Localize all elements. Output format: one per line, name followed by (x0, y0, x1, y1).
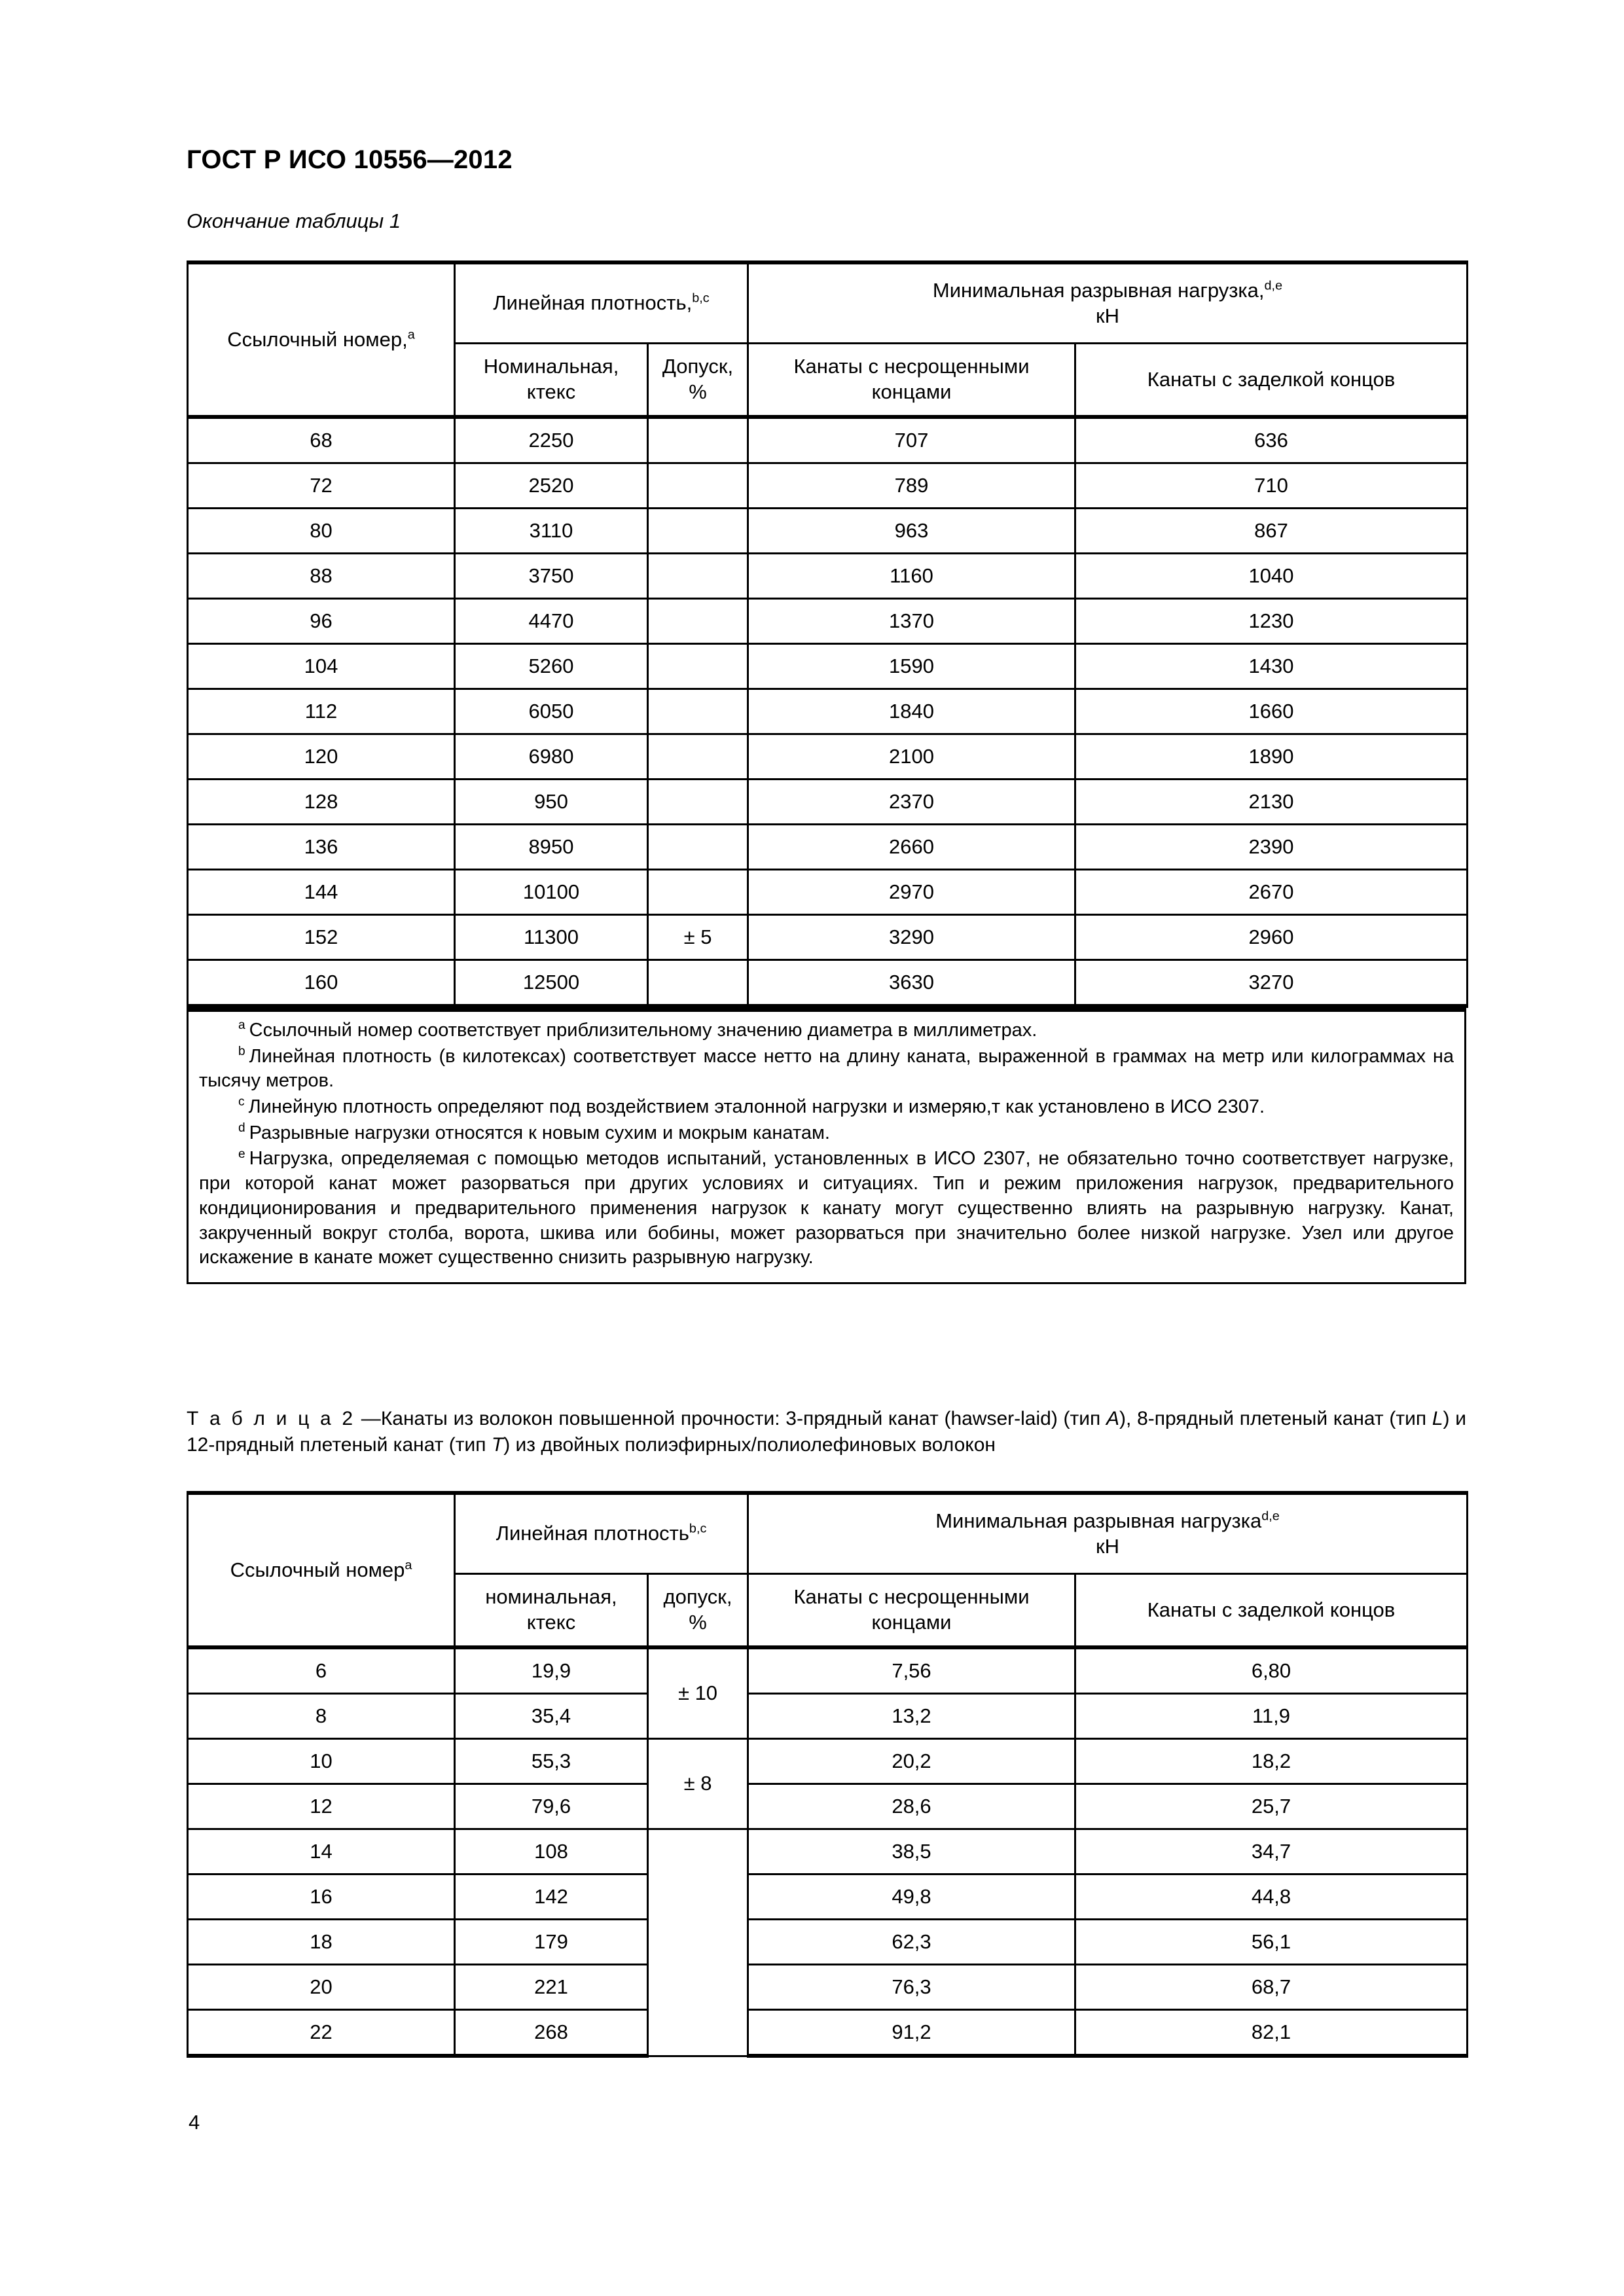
page-number: 4 (189, 2111, 200, 2134)
table1-cell-unspliced: 2370 (748, 780, 1075, 825)
table1-body (188, 417, 1468, 1006)
table2-col-min-breaking-load-label: Минимальная разрывная нагрузка (935, 1509, 1262, 1532)
table2-cell-reference-number: 20 (188, 1965, 455, 2010)
table1-col-nominal (455, 344, 648, 418)
footnote-ref-a: a (407, 327, 415, 342)
table2-cell-spliced: 68,7 (1075, 1965, 1468, 2010)
table1-cell-nominal: 2250 (455, 417, 648, 463)
table2-col-spliced-label: Канаты с заделкой концов (1147, 1598, 1396, 1621)
table-row (188, 644, 1468, 689)
table2-cell-tolerance: ± 10 (648, 1647, 748, 1739)
table-row (188, 1874, 1468, 1920)
footnote-ref-bc: b,c (689, 1521, 707, 1536)
table1-cell-nominal: 12500 (455, 960, 648, 1007)
table2-cell-spliced: 44,8 (1075, 1874, 1468, 1920)
table2-cell-reference-number: 6 (188, 1647, 455, 1694)
table1-cell-nominal: 10100 (455, 870, 648, 915)
table2-cell-nominal: 221 (455, 1965, 648, 2010)
table1-cell-spliced: 1430 (1075, 644, 1468, 689)
table2-cell-unspliced: 13,2 (748, 1694, 1075, 1739)
table1-cell-tolerance (648, 689, 748, 734)
table-row (188, 2010, 1468, 2056)
table2-caption-part1: Канаты из волокон повышенной прочности: 3-прядный канат (hawser-laid) (тип (380, 1408, 1107, 1429)
footnote-ref-de: d,e (1261, 1509, 1280, 1524)
table2-col-linear-density (455, 1493, 748, 1574)
table1-cell-reference-number: 96 (188, 599, 455, 644)
footnote-ref-bc: b,c (692, 291, 710, 306)
table1-cell-unspliced: 1590 (748, 644, 1075, 689)
table2-col-unspliced (748, 1574, 1075, 1648)
table1-col-unspliced-label-2: концами (871, 380, 952, 403)
table2-cell-spliced: 82,1 (1075, 2010, 1468, 2056)
table2-body (188, 1647, 1468, 2056)
table1-cell-unspliced: 1840 (748, 689, 1075, 734)
table1-cell-tolerance (648, 599, 748, 644)
table2-cell-nominal: 179 (455, 1920, 648, 1965)
table1-cell-reference-number: 88 (188, 554, 455, 599)
table2-cell-nominal: 79,6 (455, 1784, 648, 1829)
table1-cell-tolerance (648, 734, 748, 780)
table2-cell-unspliced: 62,3 (748, 1920, 1075, 1965)
table1-cell-reference-number: 144 (188, 870, 455, 915)
footnote-marker-d: d (238, 1121, 245, 1136)
table2-col-min-breaking-load-unit: кН (1096, 1534, 1119, 1558)
footnote-text-d: Разрывные нагрузки относятся к новым сухим и мокрым канатам. (249, 1122, 830, 1143)
table2-caption-type-t: T (491, 1433, 504, 1456)
table-row (188, 417, 1468, 463)
table-row (188, 509, 1468, 554)
table1-header-row-1 (188, 262, 1468, 344)
table1-cell-reference-number: 68 (188, 417, 455, 463)
table-row (188, 1647, 1468, 1694)
table1-col-nominal-label: Номинальная, (483, 355, 619, 378)
table1-cell-nominal: 6050 (455, 689, 648, 734)
table1-cell-tolerance (648, 644, 748, 689)
table1-col-min-breaking-load-label: Минимальная разрывная нагрузка, (932, 278, 1265, 302)
table2-col-unspliced-label: Канаты с несрощенными (793, 1585, 1030, 1609)
table2-col-linear-density-label: Линейная плотность (496, 1522, 689, 1545)
table1-cell-unspliced: 3290 (748, 915, 1075, 960)
table-row (188, 1965, 1468, 2010)
table2-cell-spliced: 18,2 (1075, 1739, 1468, 1784)
table1-header (188, 262, 1468, 417)
table1-col-spliced (1075, 344, 1468, 418)
table2-col-tolerance-unit: % (689, 1611, 707, 1634)
table-row (188, 1784, 1468, 1829)
table2-header (188, 1493, 1468, 1647)
table2-cell-unspliced: 91,2 (748, 2010, 1075, 2056)
table1-cell-unspliced: 3630 (748, 960, 1075, 1007)
table1-cell-unspliced: 707 (748, 417, 1075, 463)
table1-cell-reference-number: 104 (188, 644, 455, 689)
table1-footnotes (187, 1008, 1466, 1284)
table2-cell-reference-number: 22 (188, 2010, 455, 2056)
table2-cell-nominal: 108 (455, 1829, 648, 1874)
footnote-ref-de: d,e (1264, 278, 1283, 293)
table2-cell-nominal: 19,9 (455, 1647, 648, 1694)
table2-caption (187, 1406, 1466, 1458)
footnote-b (199, 1045, 1454, 1094)
table-row (188, 915, 1468, 960)
footnote-e (199, 1147, 1454, 1270)
table1-cell-spliced: 1660 (1075, 689, 1468, 734)
table1-col-spliced-label: Канаты с заделкой концов (1147, 367, 1396, 391)
table1-cell-spliced: 867 (1075, 509, 1468, 554)
table-row (188, 689, 1468, 734)
table1-cell-reference-number: 152 (188, 915, 455, 960)
table-row (188, 734, 1468, 780)
table1-cell-tolerance (648, 463, 748, 509)
table2-col-reference-number (188, 1493, 455, 1647)
table1-cell-spliced: 2390 (1075, 825, 1468, 870)
table2-caption-part4: ) из двойных полиэфирных/полиолефиновых волокон (503, 1433, 996, 1456)
table2-col-nominal-label: номинальная, (485, 1585, 617, 1609)
table1-cell-nominal: 8950 (455, 825, 648, 870)
table1-cell-reference-number: 128 (188, 780, 455, 825)
table1-cell-reference-number: 160 (188, 960, 455, 1007)
table-row (188, 554, 1468, 599)
table1-cell-tolerance: ± 5 (648, 915, 748, 960)
table2-cell-reference-number: 16 (188, 1874, 455, 1920)
table1-cell-nominal: 6980 (455, 734, 648, 780)
table1-cell-tolerance (648, 780, 748, 825)
table1-col-nominal-unit: ктекс (526, 380, 576, 403)
footnote-marker-c: c (238, 1095, 245, 1109)
table1-cell-unspliced: 2660 (748, 825, 1075, 870)
table2-cell-spliced: 34,7 (1075, 1829, 1468, 1874)
table2-caption-part2: ), 8-прядный плетеный канат (тип (1119, 1408, 1432, 1429)
footnote-marker-a: a (238, 1018, 245, 1033)
page-title: ГОСТ Р ИСО 10556—2012 (187, 145, 513, 174)
table1-cell-tolerance (648, 825, 748, 870)
table2-cell-unspliced: 49,8 (748, 1874, 1075, 1920)
table-row (188, 599, 1468, 644)
table2-col-reference-number-label: Ссылочный номер (230, 1558, 405, 1581)
table2-cell-unspliced: 38,5 (748, 1829, 1075, 1874)
table1-cell-spliced: 1040 (1075, 554, 1468, 599)
table2-cell-reference-number: 14 (188, 1829, 455, 1874)
table2-cell-tolerance: ± 8 (648, 1739, 748, 1829)
table2-cell-tolerance (648, 1829, 748, 2056)
table1-cell-unspliced: 789 (748, 463, 1075, 509)
table2-caption-label: Т а б л и ц а 2 (187, 1408, 356, 1429)
table1-cell-unspliced: 2100 (748, 734, 1075, 780)
footnote-ref-a: a (405, 1558, 412, 1573)
table1-cell-reference-number: 72 (188, 463, 455, 509)
table1-cell-nominal: 3750 (455, 554, 648, 599)
table1-cell-reference-number: 120 (188, 734, 455, 780)
table1-cell-spliced: 1890 (1075, 734, 1468, 780)
table1-cell-spliced: 636 (1075, 417, 1468, 463)
table2-cell-reference-number: 8 (188, 1694, 455, 1739)
footnote-d (199, 1121, 1454, 1146)
table1-col-unspliced (748, 344, 1075, 418)
footnote-a (199, 1018, 1454, 1043)
table-row (188, 463, 1468, 509)
table2-cell-unspliced: 28,6 (748, 1784, 1075, 1829)
table1-cell-nominal: 950 (455, 780, 648, 825)
table1-cell-unspliced: 1370 (748, 599, 1075, 644)
table1-col-linear-density-label: Линейная плотность, (493, 291, 693, 315)
table2-col-nominal (455, 1574, 648, 1648)
table2-cell-nominal: 55,3 (455, 1739, 648, 1784)
table2-col-tolerance (648, 1574, 748, 1648)
table2-caption-type-l: L (1432, 1408, 1443, 1429)
table2-col-unspliced-label-2: концами (871, 1611, 952, 1634)
table1-continuation-label: Окончание таблицы 1 (187, 209, 401, 232)
footnote-c (199, 1095, 1454, 1120)
table1-cell-nominal: 11300 (455, 915, 648, 960)
table2-header-row-1 (188, 1493, 1468, 1574)
table1-cell-spliced: 2130 (1075, 780, 1468, 825)
table1-col-min-breaking-load-unit: кН (1096, 304, 1119, 327)
table1-cell-tolerance (648, 960, 748, 1007)
table1-cell-nominal: 5260 (455, 644, 648, 689)
table1-cell-reference-number: 112 (188, 689, 455, 734)
table1 (187, 260, 1468, 1008)
table2-col-tolerance-label: допуск, (663, 1585, 732, 1609)
footnote-marker-e: e (238, 1147, 245, 1161)
table1-col-tolerance-unit: % (689, 380, 707, 403)
table1-cell-spliced: 710 (1075, 463, 1468, 509)
table1-col-tolerance-label: Допуск, (662, 355, 734, 378)
table2-caption-dash: — (355, 1408, 381, 1429)
table2-cell-spliced: 6,80 (1075, 1647, 1468, 1694)
table1-cell-reference-number: 80 (188, 509, 455, 554)
table1-cell-tolerance (648, 554, 748, 599)
table1-container (187, 260, 1468, 1284)
table1-col-linear-density (455, 262, 748, 344)
table1-col-min-breaking-load (748, 262, 1468, 344)
table-row (188, 1829, 1468, 1874)
table1-cell-nominal: 4470 (455, 599, 648, 644)
table2-col-spliced (1075, 1574, 1468, 1648)
table-row (188, 960, 1468, 1007)
table2-cell-nominal: 35,4 (455, 1694, 648, 1739)
table2-cell-nominal: 268 (455, 2010, 648, 2056)
footnote-text-b: Линейная плотность (в килотексах) соответствует массе нетто на длину каната, выраженной в граммах на метр или килограммах на тысячу метров. (199, 1045, 1454, 1092)
table2-cell-spliced: 11,9 (1075, 1694, 1468, 1739)
table1-cell-spliced: 1230 (1075, 599, 1468, 644)
table1-col-reference-number (188, 262, 455, 417)
table-row (188, 780, 1468, 825)
table2 (187, 1491, 1468, 2058)
table1-cell-tolerance (648, 509, 748, 554)
table2-container (187, 1491, 1468, 2058)
table1-cell-tolerance (648, 417, 748, 463)
table-row (188, 870, 1468, 915)
table1-cell-spliced: 2960 (1075, 915, 1468, 960)
table1-col-reference-number-label: Ссылочный номер, (227, 327, 408, 351)
table2-cell-unspliced: 76,3 (748, 1965, 1075, 2010)
footnote-text-a: Ссылочный номер соответствует приблизительному значению диаметра в миллиметрах. (249, 1020, 1038, 1041)
table1-col-tolerance (648, 344, 748, 418)
table2-caption-type-a: A (1106, 1408, 1120, 1429)
table2-cell-unspliced: 7,56 (748, 1647, 1075, 1694)
table2-cell-nominal: 142 (455, 1874, 648, 1920)
table2-col-nominal-unit: ктекс (526, 1611, 576, 1634)
table1-cell-spliced: 3270 (1075, 960, 1468, 1007)
table2-cell-spliced: 25,7 (1075, 1784, 1468, 1829)
table1-cell-unspliced: 1160 (748, 554, 1075, 599)
table2-caption-part3: ) и 12-прядный плетеный канат (тип (187, 1408, 1467, 1456)
footnote-text-e: Нагрузка, определяемая с помощью методов испытаний, установленных в ИСО 2307, не обязательно точно соответствует нагрузке, при которой канат может разорваться при других условиях и ситуациях. Тип и режим приложения нагрузок, предварительного кондиционирования и предварительного применения нагрузок к канату могут существенно влиять на разрывную нагрузку. Канат, закрученный вокруг столба, ворота, шкива или бобины, может разорваться при значительно более низкой нагрузке. Узел или другое искажение в канате может существенно снизить разрывную нагрузку. (199, 1148, 1454, 1268)
table1-col-unspliced-label: Канаты с несрощенными (793, 355, 1030, 378)
table1-cell-tolerance (648, 870, 748, 915)
table-row (188, 825, 1468, 870)
footnote-marker-b: b (238, 1045, 245, 1059)
table2-cell-reference-number: 12 (188, 1784, 455, 1829)
table2-cell-reference-number: 10 (188, 1739, 455, 1784)
table2-col-min-breaking-load (748, 1493, 1468, 1574)
footnote-text-c: Линейную плотность определяют под воздействием эталонной нагрузки и измеряю,т как установлено в ИСО 2307. (248, 1096, 1265, 1118)
table2-cell-spliced: 56,1 (1075, 1920, 1468, 1965)
table1-cell-spliced: 2670 (1075, 870, 1468, 915)
table1-cell-nominal: 3110 (455, 509, 648, 554)
table-row (188, 1739, 1468, 1784)
table2-cell-unspliced: 20,2 (748, 1739, 1075, 1784)
table1-cell-reference-number: 136 (188, 825, 455, 870)
table-row (188, 1920, 1468, 1965)
table1-cell-unspliced: 2970 (748, 870, 1075, 915)
table-row (188, 1694, 1468, 1739)
table1-cell-nominal: 2520 (455, 463, 648, 509)
table1-cell-unspliced: 963 (748, 509, 1075, 554)
table2-cell-reference-number: 18 (188, 1920, 455, 1965)
